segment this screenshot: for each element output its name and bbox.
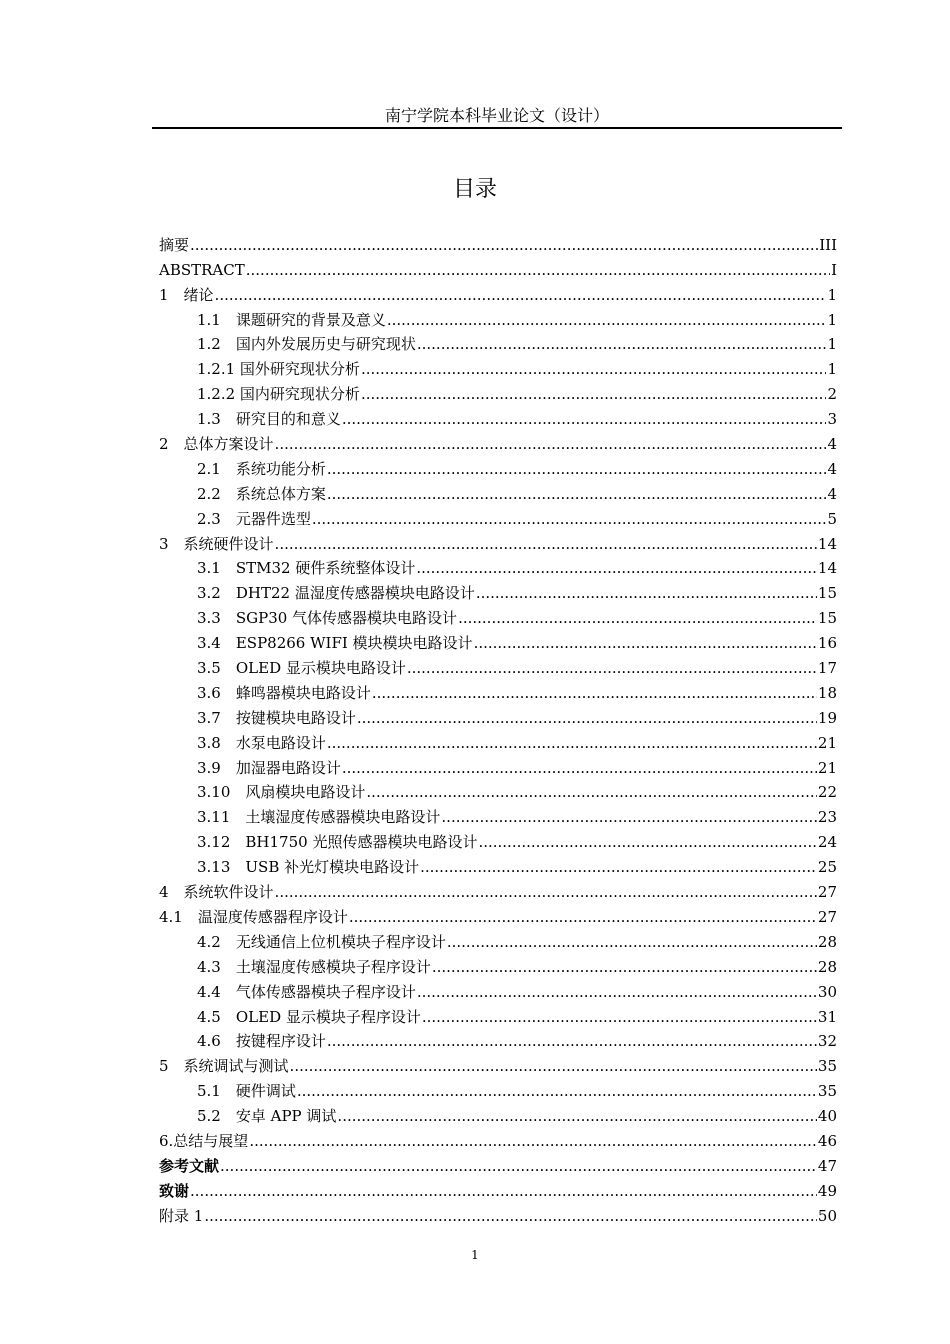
toc-leader-dots	[422, 1007, 817, 1027]
toc-title: 目录	[452, 177, 497, 202]
toc-leader-dots	[220, 1156, 817, 1176]
toc-leader-dots	[249, 1131, 817, 1151]
toc-entry-page: 5	[827, 509, 837, 528]
toc-entry-label: 3.8 水泵电路设计	[197, 733, 326, 752]
toc-leader-dots	[417, 982, 817, 1002]
toc-leader-dots	[417, 334, 827, 354]
toc-entry-page: 28	[817, 932, 837, 951]
toc-entry-label: 致谢	[159, 1181, 190, 1200]
toc-entry[interactable]	[159, 628, 837, 653]
toc-entry-page: 18	[817, 683, 837, 702]
running-header: 南宁学院本科毕业论文（设计）	[384, 106, 609, 125]
toc-entry[interactable]	[159, 504, 837, 529]
toc-entry-label: 5.1 硬件调试	[197, 1082, 296, 1101]
toc-entry-page: 23	[817, 808, 837, 827]
toc-entry-page: 40	[817, 1107, 837, 1126]
toc-entry-page: 25	[817, 858, 837, 877]
header-rule	[152, 127, 842, 129]
toc-entry-label: 1.2 国内外发展历史与研究现状	[197, 335, 416, 354]
toc-leader-dots	[366, 782, 817, 802]
toc-leader-dots	[342, 758, 817, 778]
toc-entry-label: 3.6 蜂鸣器模块电路设计	[197, 683, 371, 702]
toc-entry[interactable]	[159, 1027, 837, 1052]
toc-entry-label: 4.4 气体传感器模块子程序设计	[197, 982, 416, 1001]
toc-entry[interactable]	[159, 305, 837, 330]
toc-leader-dots	[420, 857, 817, 877]
toc-leader-dots	[432, 957, 817, 977]
toc-leader-dots	[416, 558, 817, 578]
toc-entry-page: 1	[827, 335, 837, 354]
toc-entry-label: 1 绪论	[159, 285, 214, 304]
toc-entry[interactable]	[159, 977, 837, 1002]
toc-entry-page: 1	[827, 360, 837, 379]
toc-entry-label: 5.2 安卓 APP 调试	[197, 1107, 337, 1126]
toc-entry-page: 49	[817, 1181, 837, 1200]
toc-entry-page: 17	[817, 659, 837, 678]
toc-entry[interactable]	[159, 578, 837, 603]
toc-leader-dots	[275, 882, 817, 902]
toc-leader-dots	[441, 807, 817, 827]
toc-entry-label: 5 系统调试与测试	[159, 1057, 289, 1076]
toc-entry-page: 24	[817, 833, 837, 852]
toc-entry[interactable]	[159, 877, 837, 902]
toc-entry-label: 4.6 按键程序设计	[197, 1032, 326, 1051]
toc-leader-dots	[349, 907, 817, 927]
toc-entry-page: 32	[817, 1032, 837, 1051]
toc-entry-label: 1.2.1 国外研究现状分析	[197, 360, 360, 379]
toc-entry-label: 3.11 土壤湿度传感器模块电路设计	[197, 808, 441, 827]
toc-leader-dots	[327, 733, 817, 753]
toc-leader-dots	[275, 534, 817, 554]
toc-leader-dots	[361, 359, 827, 379]
toc-entry[interactable]	[159, 952, 837, 977]
toc-entry-label: 3.1 STM32 硬件系统整体设计	[197, 559, 416, 578]
toc-leader-dots	[190, 235, 818, 255]
toc-leader-dots	[312, 509, 827, 529]
toc-entry-label: 3.13 USB 补光灯模块电路设计	[197, 858, 420, 877]
toc-entry-page: 14	[817, 534, 837, 553]
toc-entry-page: 22	[817, 783, 837, 802]
toc-leader-dots	[476, 583, 817, 603]
toc-entry-page: 21	[817, 758, 837, 777]
toc-entry-page: 4	[827, 459, 837, 478]
toc-entry-label: 2.2 系统总体方案	[197, 484, 326, 503]
toc-entry[interactable]	[159, 603, 837, 628]
toc-entry-page: 2	[827, 385, 837, 404]
toc-leader-dots	[361, 384, 827, 404]
table-of-contents	[159, 230, 837, 1226]
toc-leader-dots	[447, 932, 817, 952]
toc-entry-page: 27	[817, 907, 837, 926]
toc-leader-dots	[327, 484, 827, 504]
toc-entry-page: 28	[817, 957, 837, 976]
toc-entry[interactable]	[159, 1101, 837, 1126]
toc-entry-page: 27	[817, 883, 837, 902]
toc-entry-page: 14	[817, 559, 837, 578]
toc-entry[interactable]	[159, 404, 837, 429]
toc-entry[interactable]	[159, 728, 837, 753]
toc-entry[interactable]	[159, 802, 837, 827]
toc-entry-label: 2.3 元器件选型	[197, 509, 311, 528]
toc-leader-dots	[478, 832, 816, 852]
toc-entry[interactable]	[159, 653, 837, 678]
toc-entry[interactable]	[159, 1201, 837, 1226]
toc-entry-label: ABSTRACT	[159, 260, 245, 279]
toc-entry[interactable]	[159, 554, 837, 579]
toc-leader-dots	[407, 658, 817, 678]
toc-entry[interactable]	[159, 280, 837, 305]
toc-entry[interactable]	[159, 379, 837, 404]
toc-entry-label: 3.2 DHT22 温湿度传感器模块电路设计	[197, 584, 475, 603]
toc-entry-label: 2 总体方案设计	[159, 435, 274, 454]
toc-entry-label: 3.4 ESP8266 WIFI 模块模块电路设计	[197, 634, 473, 653]
toc-entry-page: 21	[817, 733, 837, 752]
toc-entry[interactable]	[159, 678, 837, 703]
toc-entry[interactable]	[159, 1051, 837, 1076]
toc-entry-label: 摘要	[159, 235, 190, 254]
toc-leader-dots	[387, 310, 827, 330]
toc-entry[interactable]	[159, 429, 837, 454]
toc-entry[interactable]	[159, 479, 837, 504]
toc-entry[interactable]	[159, 1176, 837, 1201]
toc-entry-page: 19	[817, 708, 837, 727]
toc-entry-page: 35	[817, 1082, 837, 1101]
toc-entry-page: 15	[817, 584, 837, 603]
toc-entry[interactable]	[159, 927, 837, 952]
toc-entry-page: 4	[827, 435, 837, 454]
toc-entry[interactable]	[159, 902, 837, 927]
toc-entry-label: 3.5 OLED 显示模块电路设计	[197, 659, 406, 678]
toc-entry-label: 4.3 土壤湿度传感模块子程序设计	[197, 957, 431, 976]
toc-entry-label: 4.5 OLED 显示模块子程序设计	[197, 1007, 421, 1026]
toc-leader-dots	[204, 1206, 817, 1226]
toc-entry-label: 2.1 系统功能分析	[197, 459, 326, 478]
toc-entry[interactable]	[159, 778, 837, 803]
toc-entry[interactable]	[159, 255, 837, 280]
toc-entry-page: 3	[827, 410, 837, 429]
toc-leader-dots	[337, 1106, 816, 1126]
toc-leader-dots	[246, 260, 830, 280]
toc-entry-label: 4.2 无线通信上位机模块子程序设计	[197, 932, 446, 951]
toc-entry-page: 47	[817, 1156, 837, 1175]
toc-leader-dots	[372, 683, 817, 703]
toc-entry-page: 30	[817, 982, 837, 1001]
toc-entry[interactable]	[159, 827, 837, 852]
toc-entry-page: 35	[817, 1057, 837, 1076]
toc-entry-page: 46	[817, 1131, 837, 1150]
toc-entry-label: 3.7 按键模块电路设计	[197, 708, 356, 727]
toc-leader-dots	[342, 409, 827, 429]
toc-entry-page: 31	[817, 1007, 837, 1026]
toc-entry-page: 15	[817, 609, 837, 628]
toc-entry-label: 3.12 BH1750 光照传感器模块电路设计	[197, 833, 478, 852]
toc-entry[interactable]	[159, 354, 837, 379]
toc-entry-label: 4 系统软件设计	[159, 883, 274, 902]
toc-entry-label: 1.1 课题研究的背景及意义	[197, 310, 386, 329]
toc-leader-dots	[357, 708, 817, 728]
toc-entry-label: 3.10 风扇模块电路设计	[197, 783, 366, 802]
toc-entry[interactable]	[159, 1002, 837, 1027]
toc-leader-dots	[215, 285, 827, 305]
toc-leader-dots	[297, 1081, 817, 1101]
toc-leader-dots	[327, 459, 827, 479]
toc-entry-page: 1	[827, 285, 837, 304]
toc-entry[interactable]	[159, 230, 837, 255]
toc-entry-page: I	[831, 260, 837, 279]
toc-entry[interactable]	[159, 852, 837, 877]
toc-entry-page: 16	[817, 634, 837, 653]
toc-entry-label: 6.总结与展望	[159, 1131, 249, 1150]
toc-entry-page: 50	[817, 1206, 837, 1225]
toc-entry-page: III	[819, 235, 837, 254]
toc-entry[interactable]	[159, 753, 837, 778]
toc-entry[interactable]	[159, 703, 837, 728]
toc-entry-label: 3 系统硬件设计	[159, 534, 274, 553]
toc-leader-dots	[458, 608, 817, 628]
toc-entry[interactable]	[159, 529, 837, 554]
toc-entry-label: 1.2.2 国内研究现状分析	[197, 385, 360, 404]
toc-entry-label: 3.9 加湿器电路设计	[197, 758, 341, 777]
toc-leader-dots	[474, 633, 817, 653]
toc-entry-page: 1	[827, 310, 837, 329]
toc-entry[interactable]	[159, 330, 837, 355]
toc-entry-label: 4.1 温湿度传感器程序设计	[159, 907, 348, 926]
toc-entry-label: 3.3 SGP30 气体传感器模块电路设计	[197, 609, 458, 628]
toc-leader-dots	[290, 1056, 817, 1076]
toc-entry[interactable]	[159, 1126, 837, 1151]
toc-leader-dots	[327, 1031, 817, 1051]
toc-entry[interactable]	[159, 1151, 837, 1176]
page-number: 1	[471, 1248, 479, 1262]
toc-entry[interactable]	[159, 1076, 837, 1101]
toc-entry-label: 附录 1	[159, 1206, 204, 1225]
toc-leader-dots	[190, 1181, 817, 1201]
toc-leader-dots	[275, 434, 827, 454]
toc-entry-label: 参考文献	[159, 1156, 220, 1175]
toc-entry-label: 1.3 研究目的和意义	[197, 410, 341, 429]
toc-entry-page: 4	[827, 484, 837, 503]
toc-entry[interactable]	[159, 454, 837, 479]
